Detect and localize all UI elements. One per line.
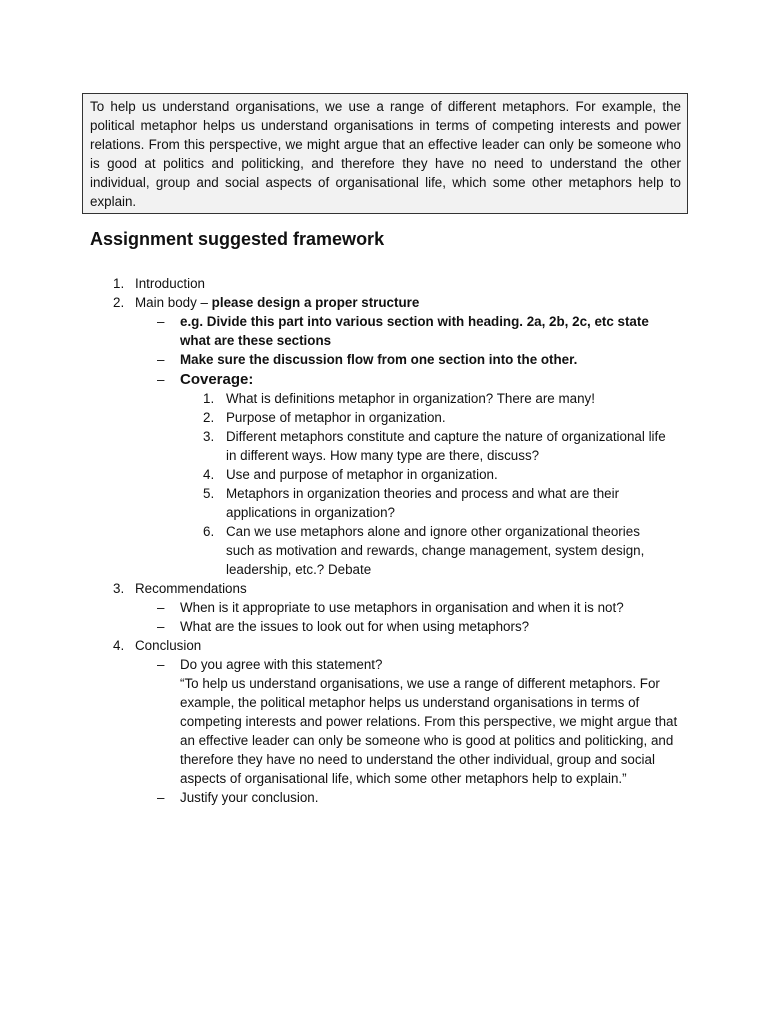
outline-item-recommendations [90, 579, 690, 598]
item-label: Introduction [135, 276, 205, 291]
item-number: 4. [113, 638, 125, 653]
dash-bullet: – [157, 657, 165, 672]
outline-item-conclusion [90, 636, 690, 655]
sub-item [90, 350, 690, 369]
framework-outline [90, 274, 690, 807]
dash-bullet: – [157, 314, 165, 329]
coverage-text: Purpose of metaphor in organization. [226, 410, 446, 425]
sub-item-text: Do you agree with this statement? [180, 657, 383, 672]
coverage-text: Different metaphors constitute and capture the nature of organizational life in different ways. How many type are there, discuss? [226, 429, 666, 463]
sub-item [90, 788, 690, 807]
coverage-item [90, 427, 690, 465]
coverage-number: 5. [203, 486, 215, 501]
coverage-number: 6. [203, 524, 215, 539]
sub-item [90, 598, 690, 617]
coverage-text: What is definitions metaphor in organization? There are many! [226, 391, 595, 406]
sub-item-text: What are the issues to look out for when using metaphors? [180, 619, 530, 634]
item-number: 1. [113, 276, 125, 291]
coverage-text: Can we use metaphors alone and ignore other organizational theories such as motivation and rewards, change management, system design, leadership, etc.? Debate [226, 524, 645, 577]
item-label-bold: please design a proper structure [211, 295, 420, 310]
coverage-number: 4. [203, 467, 215, 482]
dash-bullet: – [157, 372, 165, 387]
coverage-item [90, 465, 690, 484]
coverage-item [90, 408, 690, 427]
item-label: Conclusion [135, 638, 202, 653]
sub-item-text: Make sure the discussion flow from one section into the other. [180, 352, 578, 367]
quote-text: “To help us understand organisations, we use a range of different metaphors. For example, the political metaphor helps us understand organisations in terms of competing interests and power relations. From this perspective, we might argue that an effective leader can only be someone who is good at politics and politicking, and therefore they have no need to understand the other individual, group and social aspects of organisational life, which some other metaphors help to explain.” [180, 676, 678, 786]
dash-bullet: – [157, 352, 165, 367]
outline-item-introduction [90, 274, 690, 293]
dash-bullet: – [157, 619, 165, 634]
item-label: Main body – [135, 295, 212, 310]
page-heading: Assignment suggested framework [90, 229, 385, 249]
coverage-item [90, 484, 690, 522]
item-label: Recommendations [135, 581, 247, 596]
coverage-number: 2. [203, 410, 215, 425]
sub-item-coverage [90, 370, 690, 389]
sub-item [90, 655, 690, 674]
outline-item-main-body [90, 293, 690, 312]
coverage-label: Coverage: [180, 371, 254, 388]
sub-item-text: e.g. Divide this part into various section with heading. 2a, 2b, 2c, etc state what are these sections [180, 314, 649, 348]
coverage-item [90, 389, 690, 408]
coverage-text: Metaphors in organization theories and process and what are their applications in organization? [226, 486, 620, 520]
dash-bullet: – [157, 600, 165, 615]
intro-text: To help us understand organisations, we use a range of different metaphors. For example, the political metaphor helps us understand organisations in terms of competing interests and power relations. From this perspective, we might argue that an effective leader can only be someone who is good at politics and politicking, and therefore they have no need to understand the other individual, group and social aspects of organisational life, which some other metaphors help to explain. [90, 99, 681, 209]
sub-item [90, 312, 690, 350]
sub-item-text: Justify your conclusion. [180, 790, 319, 805]
coverage-number: 1. [203, 391, 215, 406]
sub-item [90, 617, 690, 636]
coverage-number: 3. [203, 429, 215, 444]
conclusion-quote [90, 674, 690, 788]
item-number: 2. [113, 295, 125, 310]
coverage-text: Use and purpose of metaphor in organization. [226, 467, 498, 482]
dash-bullet: – [157, 790, 165, 805]
intro-text-box [82, 93, 688, 214]
sub-item-text: When is it appropriate to use metaphors in organisation and when it is not? [180, 600, 624, 615]
item-number: 3. [113, 581, 125, 596]
coverage-item [90, 522, 690, 579]
